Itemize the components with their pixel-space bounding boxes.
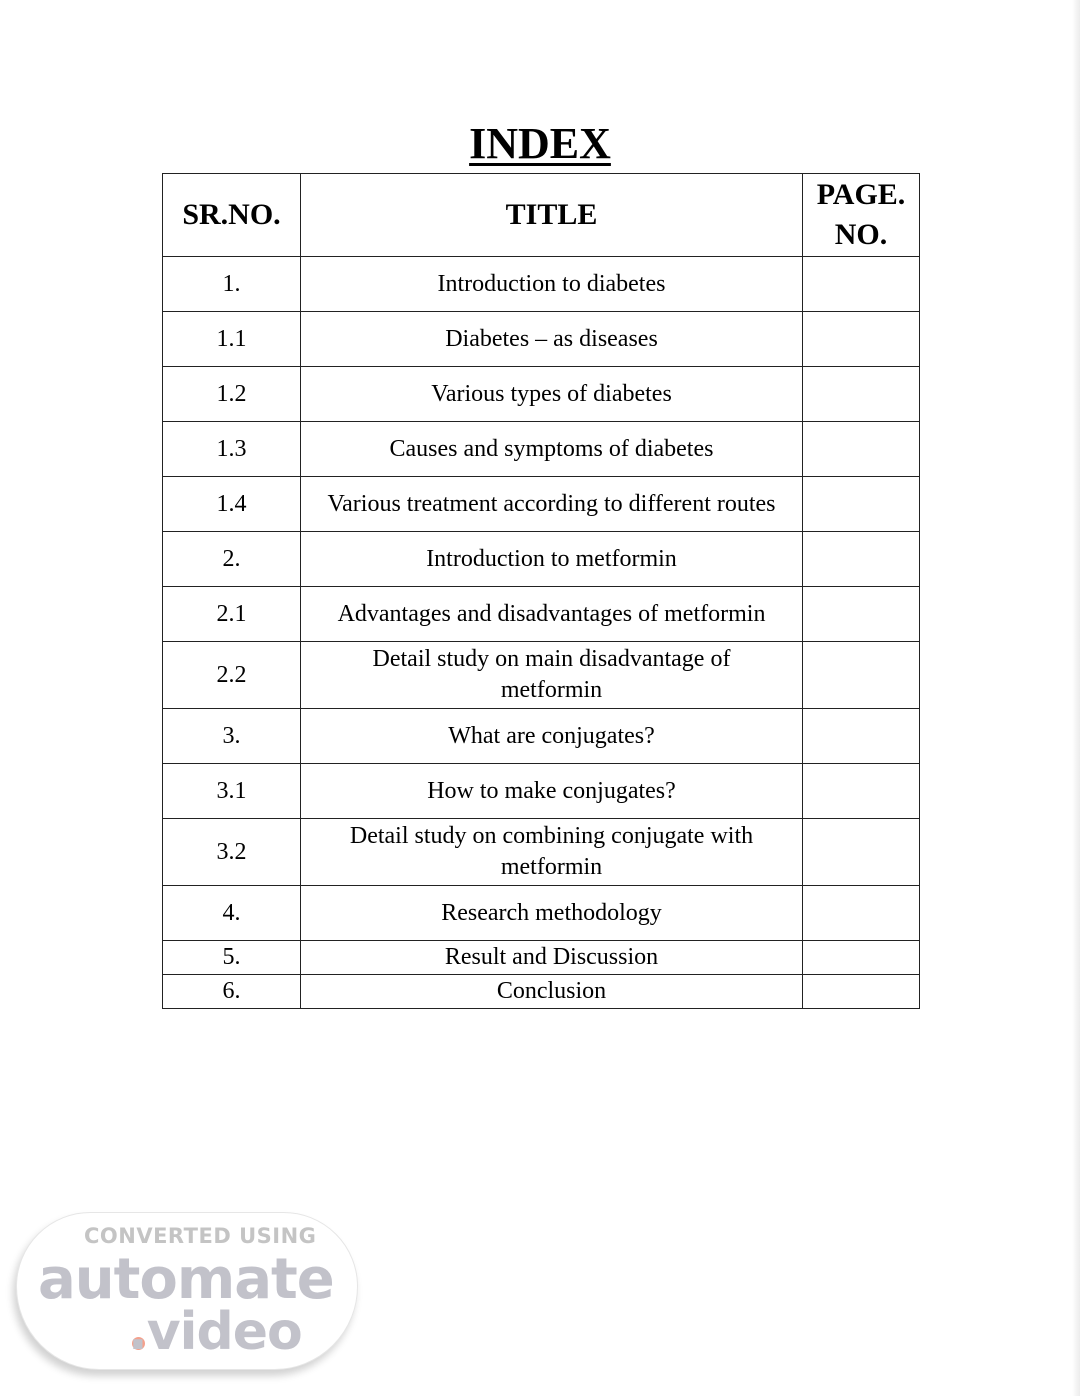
row-sr-no: 1.	[163, 257, 301, 312]
row-title: Research methodology	[301, 886, 803, 941]
table-row	[163, 975, 920, 1009]
row-sr-no: 2.	[163, 532, 301, 587]
row-sr-no: 1.2	[163, 367, 301, 422]
row-sr-no: 6.	[163, 975, 301, 1009]
page-edge-shadow	[1072, 0, 1080, 1396]
row-title: Introduction to diabetes	[301, 257, 803, 312]
row-page-no	[803, 367, 920, 422]
header-sr-no: SR.NO.	[163, 174, 301, 257]
header-page-no-line1: PAGE.	[816, 178, 906, 211]
row-title: Various types of diabetes	[301, 367, 803, 422]
table-row	[163, 422, 920, 477]
table-row	[163, 367, 920, 422]
row-page-no	[803, 886, 920, 941]
header-page-no-line2: NO.	[834, 218, 888, 251]
row-page-no	[803, 819, 920, 886]
row-title: Detail study on main disadvantage of metformin	[301, 642, 803, 709]
row-title: Diabetes – as diseases	[301, 312, 803, 367]
row-sr-no: 2.2	[163, 642, 301, 709]
watermark-video-word: video	[146, 1302, 302, 1362]
row-page-no	[803, 941, 920, 975]
header-title: TITLE	[301, 174, 803, 257]
row-sr-no: 3.	[163, 709, 301, 764]
row-page-no	[803, 532, 920, 587]
row-sr-no: 1.4	[163, 477, 301, 532]
row-sr-no: 3.1	[163, 764, 301, 819]
row-sr-no: 1.3	[163, 422, 301, 477]
row-sr-no: 3.2	[163, 819, 301, 886]
table-row	[163, 642, 920, 709]
row-sr-no: 1.1	[163, 312, 301, 367]
watermark-converted-text: CONVERTED USING	[84, 1224, 317, 1248]
row-page-no	[803, 312, 920, 367]
header-page-no	[803, 174, 920, 257]
row-title: Causes and symptoms of diabetes	[301, 422, 803, 477]
row-title: How to make conjugates?	[301, 764, 803, 819]
table-header-row	[163, 174, 920, 257]
row-page-no	[803, 587, 920, 642]
table-row	[163, 477, 920, 532]
watermark-automate-text: automate	[38, 1247, 334, 1312]
row-title: Advantages and disadvantages of metformin	[301, 587, 803, 642]
row-title: Result and Discussion	[301, 941, 803, 975]
table-row	[163, 257, 920, 312]
table-row	[163, 312, 920, 367]
row-page-no	[803, 477, 920, 532]
table-row	[163, 587, 920, 642]
table-row	[163, 709, 920, 764]
table-row	[163, 886, 920, 941]
table-row	[163, 532, 920, 587]
row-title: Conclusion	[301, 975, 803, 1009]
row-sr-no: 2.1	[163, 587, 301, 642]
row-sr-no: 5.	[163, 941, 301, 975]
table-row	[163, 764, 920, 819]
table-row	[163, 941, 920, 975]
row-title: Introduction to metformin	[301, 532, 803, 587]
row-title: What are conjugates?	[301, 709, 803, 764]
row-page-no	[803, 642, 920, 709]
row-page-no	[803, 709, 920, 764]
row-sr-no: 4.	[163, 886, 301, 941]
row-page-no	[803, 975, 920, 1009]
row-page-no	[803, 764, 920, 819]
index-table	[162, 173, 920, 1009]
row-page-no	[803, 257, 920, 312]
row-title: Various treatment according to different routes	[301, 477, 803, 532]
page-title: INDEX	[469, 119, 611, 168]
row-title: Detail study on combining conjugate with metformin	[301, 819, 803, 886]
row-page-no	[803, 422, 920, 477]
table-row	[163, 819, 920, 886]
watermark-video-text: .video	[128, 1302, 302, 1362]
